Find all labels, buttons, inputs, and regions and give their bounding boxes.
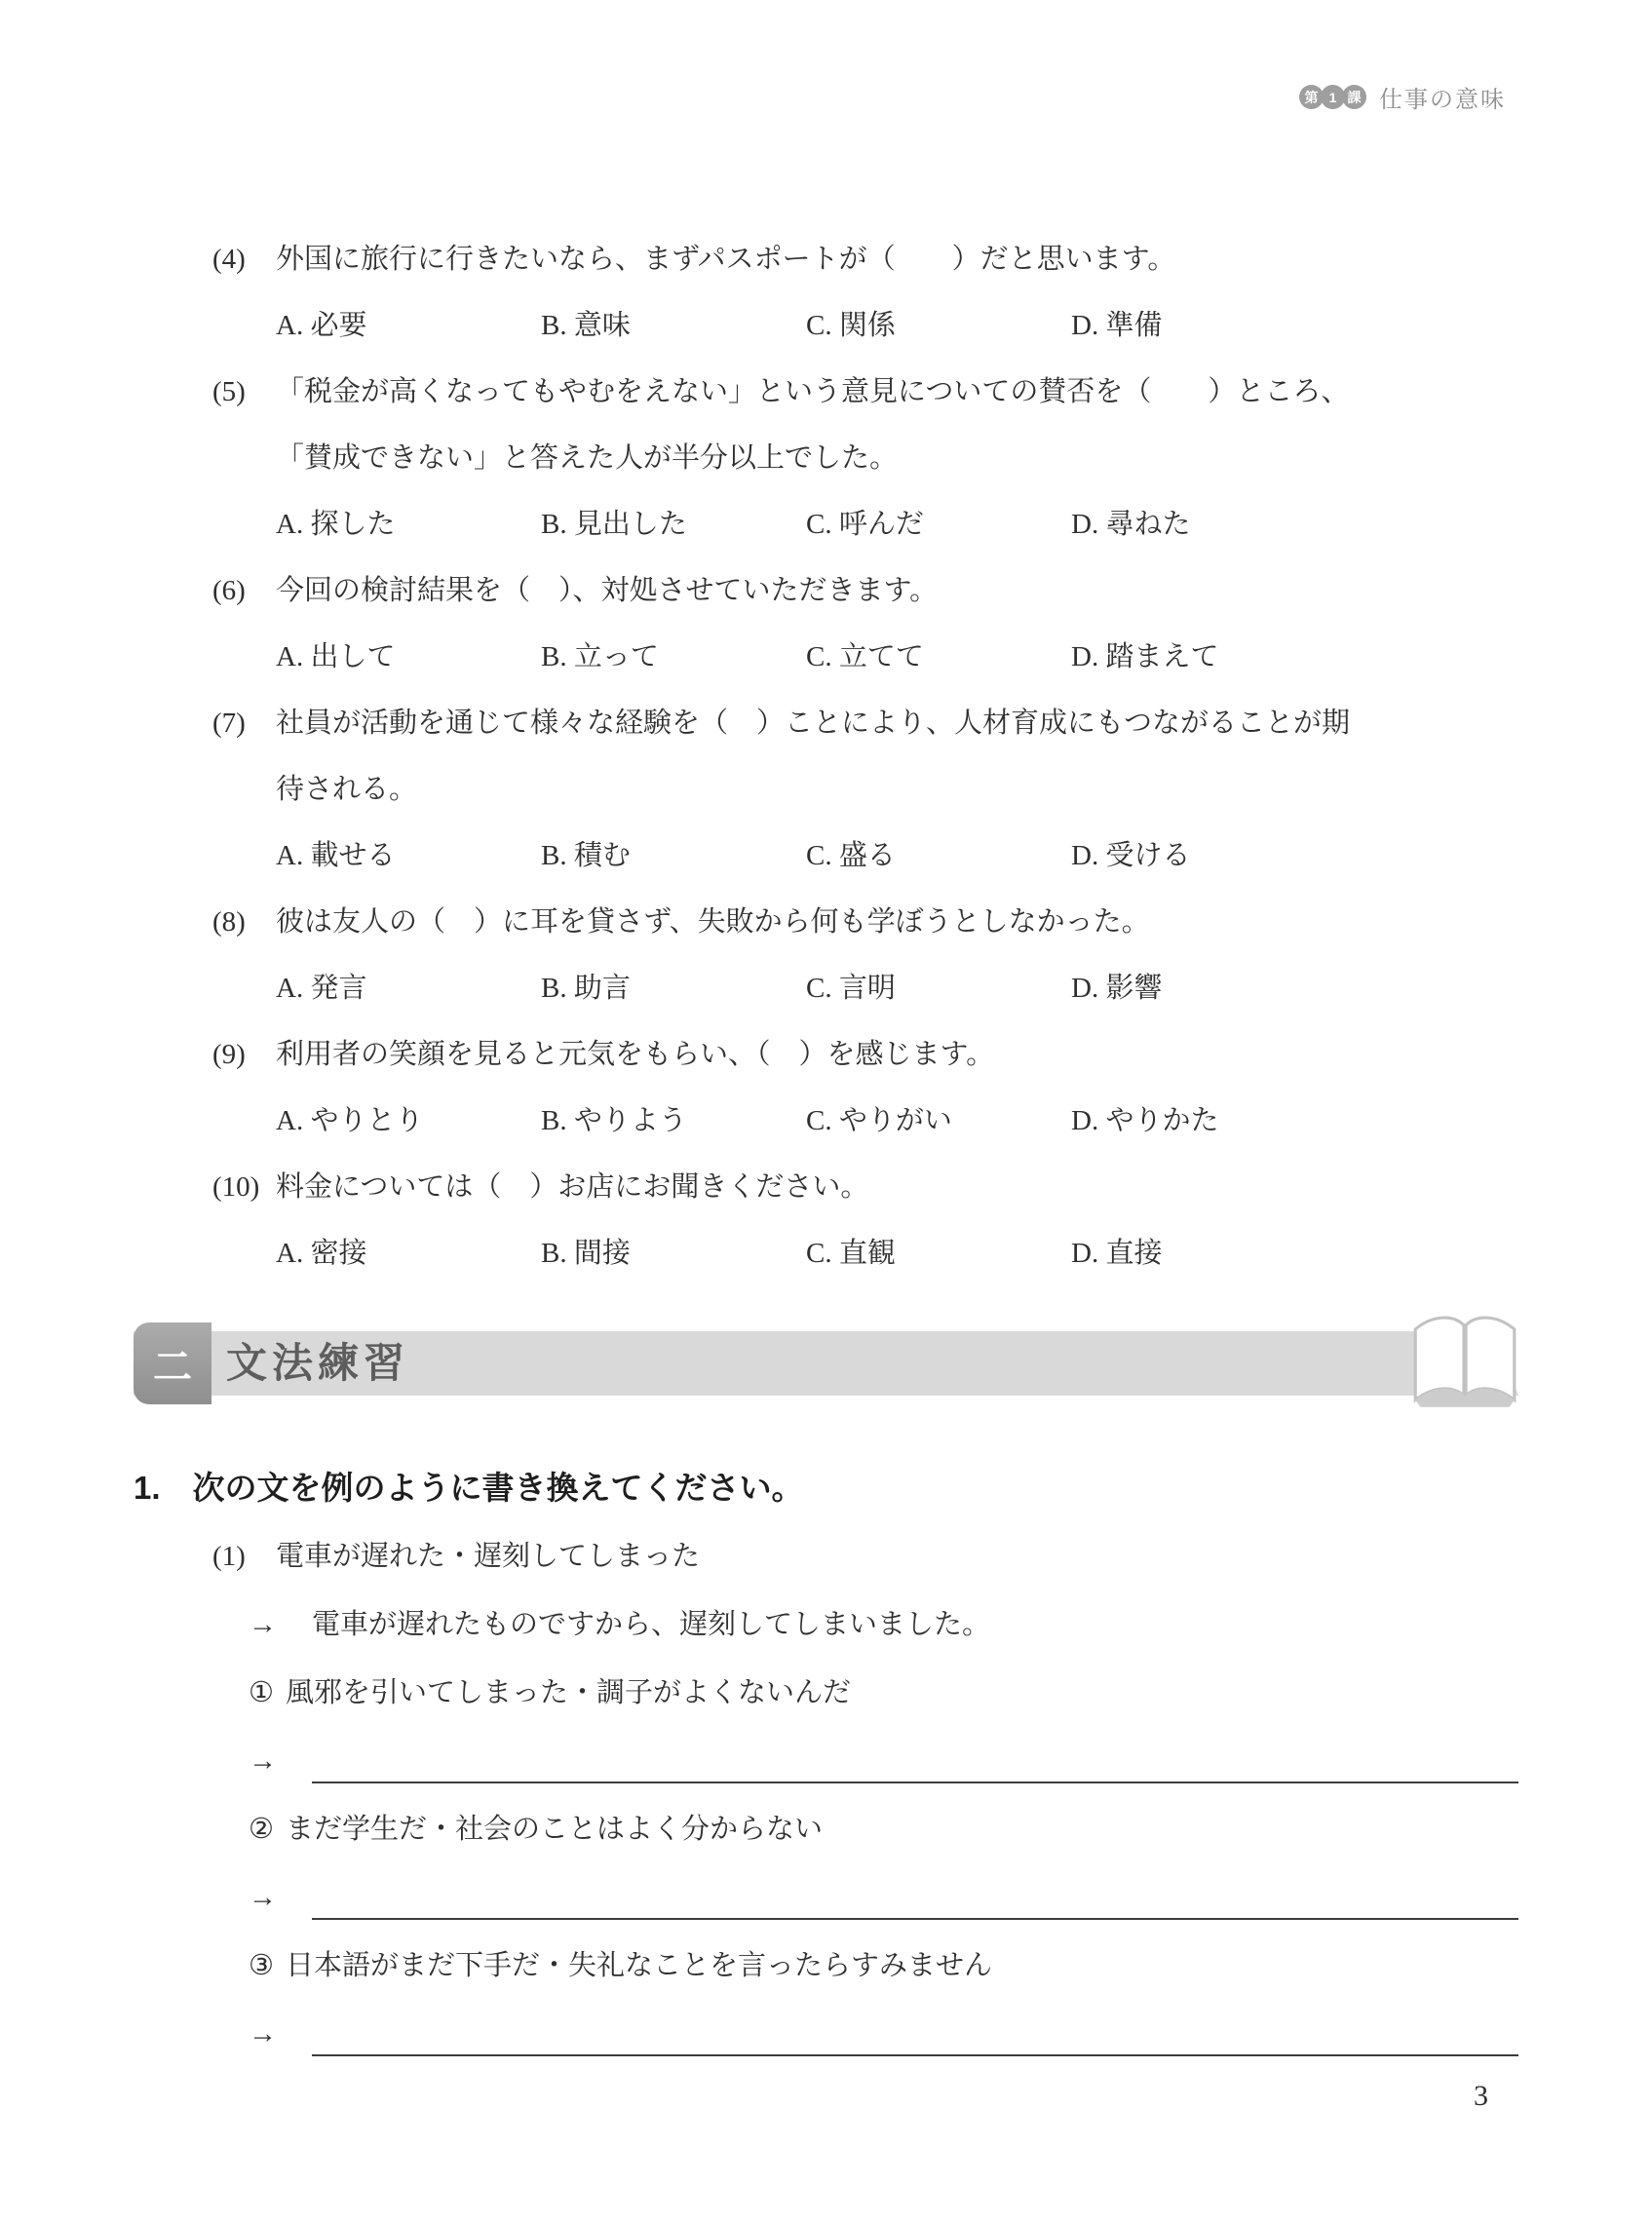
- option-d: D. 受ける: [1071, 840, 1191, 871]
- answer-blank: [312, 1863, 1518, 1932]
- item-number: (1): [212, 1541, 246, 1572]
- option-d: D. 尋ねた: [1071, 509, 1191, 540]
- option-a: A. 出して: [276, 641, 396, 672]
- option-b: B. 意味: [541, 310, 631, 341]
- question-text: 待される。: [276, 774, 418, 805]
- answer-line-row: [134, 2000, 1518, 2068]
- subitem-1-row: [134, 1659, 1518, 1727]
- option-b: B. 間接: [541, 1238, 631, 1269]
- question-text: 外国に旅行に行きたいなら、まずパスポートが（ ）だと思います。: [276, 244, 1176, 275]
- example-prompt-row: [134, 1522, 1518, 1590]
- vocab-question-4: [212, 226, 1540, 359]
- question-text: 料金については（ ）お店にお聞きください。: [276, 1171, 869, 1203]
- options-row: [276, 1220, 1540, 1286]
- section-number-tab: [134, 1322, 211, 1404]
- answer-line-row: [134, 1863, 1518, 1932]
- arrow-icon: →: [249, 2018, 277, 2050]
- badge-char-ka: 課: [1342, 85, 1366, 109]
- question-number: (8): [212, 906, 246, 938]
- option-a: A. 密接: [276, 1238, 367, 1269]
- vocab-question-9: [212, 1021, 1540, 1154]
- page-number: 3: [1474, 2080, 1488, 2112]
- subitem-3-row: [134, 1932, 1518, 2000]
- question-text: 社員が活動を通じて様々な経験を（ ）ことにより、人材育成にもつながることが期: [276, 708, 1351, 739]
- option-c: C. 盛る: [806, 840, 896, 871]
- option-c: C. 立てて: [806, 641, 924, 672]
- option-d: D. 影響: [1071, 973, 1163, 1004]
- option-b: B. やりよう: [541, 1105, 687, 1136]
- option-b: B. 助言: [541, 973, 631, 1004]
- question-text: 「税金が高くなってもやむをえない」という意見についての賛否を（ ）ところ、: [276, 376, 1350, 407]
- option-c: C. 関係: [806, 310, 896, 341]
- question-text: 彼は友人の（ ）に耳を貸さず、失敗から何も学ぼうとしなかった。: [276, 906, 1150, 938]
- arrow-icon: →: [249, 1609, 277, 1640]
- chapter-badge: [1299, 85, 1364, 109]
- option-d: D. 準備: [1071, 310, 1163, 341]
- badge-char-dai: 第: [1299, 85, 1324, 109]
- option-b: B. 積む: [541, 840, 631, 871]
- question-text: 「賛成できない」と答えた人が半分以上でした。: [276, 442, 899, 474]
- options-row: [276, 624, 1540, 690]
- options-row: [276, 292, 1540, 359]
- options-row: [276, 1088, 1540, 1154]
- vocab-question-6: [212, 557, 1540, 690]
- chapter-header: [1299, 80, 1506, 114]
- question-number: (9): [212, 1039, 246, 1070]
- subitem-2-row: [134, 1795, 1518, 1863]
- question-number: (4): [212, 244, 246, 275]
- arrow-icon: →: [249, 1745, 277, 1777]
- vocab-question-list: [212, 226, 1540, 1286]
- option-a: A. 発言: [276, 973, 367, 1004]
- option-c: C. 呼んだ: [806, 509, 924, 540]
- options-row: [276, 491, 1540, 557]
- option-d: D. やりかた: [1071, 1105, 1219, 1136]
- options-row: [276, 823, 1540, 889]
- question-text: 利用者の笑顔を見ると元気をもらい、（ ）を感じます。: [276, 1039, 995, 1070]
- vocab-question-10: [212, 1154, 1540, 1286]
- option-d: D. 踏まえて: [1071, 641, 1219, 672]
- circled-number: ②: [249, 1814, 274, 1845]
- option-a: A. 探した: [276, 509, 396, 540]
- option-b: B. 立って: [541, 641, 659, 672]
- question-number: (10): [212, 1171, 260, 1203]
- subitem-text: 日本語がまだ下手だ・失礼なことを言ったらすみません: [286, 1950, 993, 1981]
- exercise-heading: 1. 次の文を例のように書き換えてください。: [134, 1470, 804, 1506]
- question-text: 今回の検討結果を（ ）、対処させていただきます。: [276, 575, 939, 606]
- option-c: C. 言明: [806, 973, 896, 1004]
- item-text: 電車が遅れた・遅刻してしまった: [276, 1541, 701, 1572]
- chapter-title: 仕事の意味: [1379, 87, 1506, 113]
- options-row: [276, 955, 1540, 1021]
- option-c: C. 直観: [806, 1238, 896, 1269]
- option-a: A. やりとり: [276, 1105, 424, 1136]
- vocab-question-7: [212, 690, 1540, 889]
- open-book-icon: [1409, 1306, 1520, 1413]
- circled-number: ③: [249, 1950, 274, 1981]
- section-number-label: 二: [153, 1345, 192, 1389]
- answer-line-row: [134, 1727, 1518, 1795]
- option-b: B. 見出した: [541, 509, 687, 540]
- question-number: (5): [212, 376, 246, 407]
- option-a: A. 載せる: [276, 840, 396, 871]
- circled-number: ①: [249, 1677, 274, 1708]
- answer-blank: [312, 2000, 1518, 2068]
- option-a: A. 必要: [276, 310, 367, 341]
- vocab-question-8: [212, 889, 1540, 1021]
- badge-char-number: 1: [1321, 85, 1345, 109]
- grammar-exercise: [134, 1454, 1518, 2068]
- vocab-question-5: [212, 359, 1540, 557]
- section-title: 文法練習: [226, 1340, 410, 1386]
- question-number: (6): [212, 575, 246, 606]
- example-answer-text: 電車が遅れたものですから、遅刻してしまいました。: [312, 1609, 991, 1640]
- answer-blank: [312, 1727, 1518, 1795]
- subitem-text: 風邪を引いてしまった・調子がよくないんだ: [286, 1677, 852, 1708]
- subitem-text: まだ学生だ・社会のことはよく分からない: [286, 1814, 824, 1845]
- example-answer-row: [134, 1590, 1518, 1659]
- option-d: D. 直接: [1071, 1238, 1163, 1269]
- arrow-icon: →: [249, 1882, 277, 1913]
- option-c: C. やりがい: [806, 1105, 952, 1136]
- question-number: (7): [212, 708, 246, 739]
